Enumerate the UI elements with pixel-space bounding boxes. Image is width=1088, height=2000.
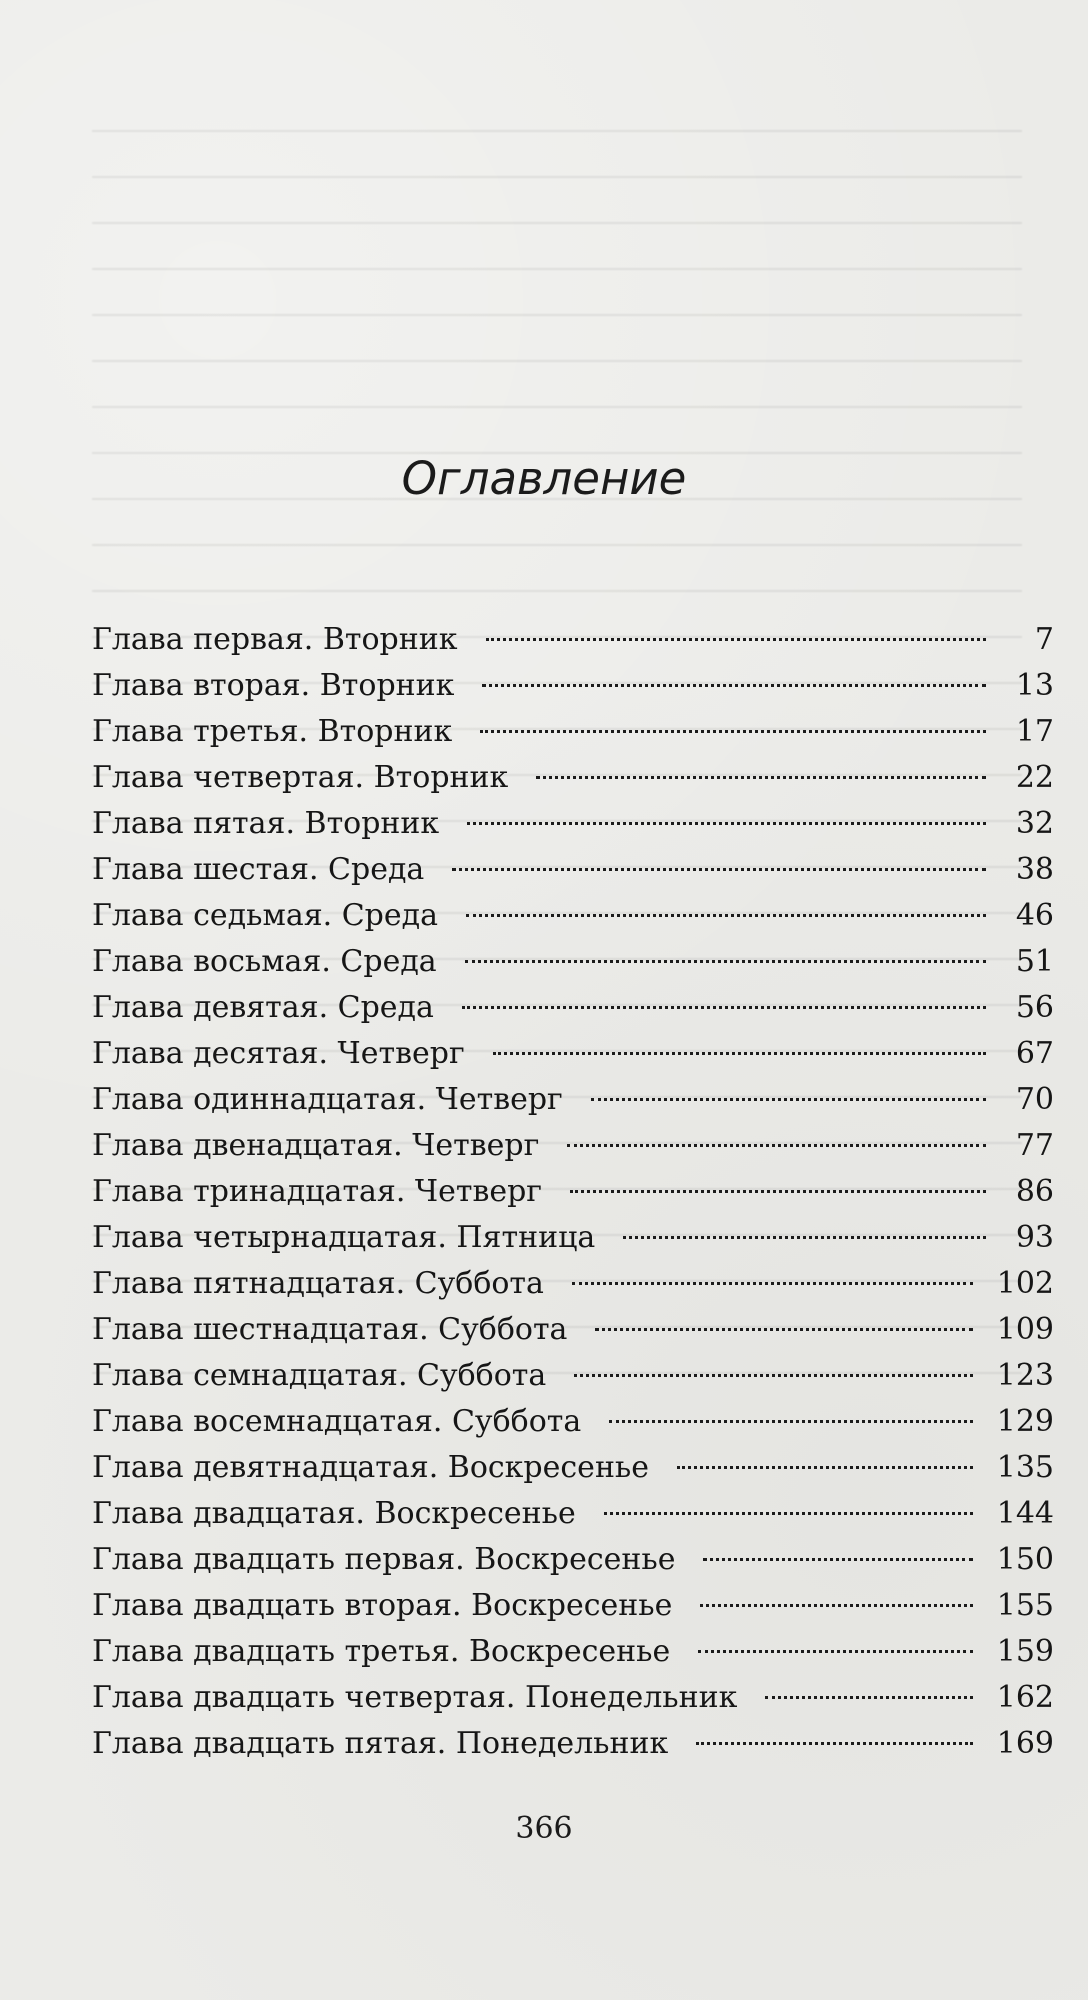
toc-item-title: Глава пятая. Вторник: [92, 806, 440, 841]
toc-dot-leader: [609, 1419, 972, 1423]
toc-item-page: 51: [1015, 944, 1054, 979]
toc-dot-leader: [591, 1097, 986, 1101]
toc-item-page: 93: [1015, 1220, 1054, 1255]
toc-row: [92, 1583, 1054, 1629]
toc-dot-leader: [572, 1281, 973, 1285]
toc-dot-leader: [765, 1695, 972, 1699]
toc-row: [92, 1399, 1054, 1445]
toc-item-page: 159: [996, 1634, 1054, 1669]
toc-item-page: 56: [1015, 990, 1054, 1025]
toc-dot-leader: [462, 1005, 986, 1009]
toc-dot-leader: [570, 1189, 986, 1193]
toc-dot-leader: [493, 1051, 986, 1055]
toc-row: [92, 1031, 1054, 1077]
toc-dot-leader: [467, 821, 986, 825]
toc-item-title: Глава двадцатая. Воскресенье: [92, 1496, 576, 1531]
toc-dot-leader: [486, 637, 987, 641]
toc-dot-leader: [698, 1649, 973, 1653]
toc-dot-leader: [604, 1511, 973, 1515]
toc-item-page: 22: [1015, 760, 1054, 795]
toc-dot-leader: [623, 1235, 986, 1239]
toc-item-title: Глава вторая. Вторник: [92, 668, 455, 703]
toc-item-title: Глава девятнадцатая. Воскресенье: [92, 1450, 650, 1485]
toc-item-page: 46: [1015, 898, 1054, 933]
toc-dot-leader: [452, 867, 986, 871]
toc-item-title: Глава четырнадцатая. Пятница: [92, 1220, 596, 1255]
toc-item-title: Глава шестнадцатая. Суббота: [92, 1312, 568, 1347]
toc-dot-leader: [482, 683, 986, 687]
toc-item-title: Глава десятая. Четверг: [92, 1036, 465, 1071]
toc-row: [92, 663, 1054, 709]
toc-item-page: 169: [996, 1726, 1054, 1761]
toc-item-title: Глава тринадцатая. Четверг: [92, 1174, 543, 1209]
toc-item-page: 77: [1015, 1128, 1054, 1163]
toc-item-page: 38: [1015, 852, 1054, 887]
toc-row: [92, 1215, 1054, 1261]
toc-dot-leader: [677, 1465, 973, 1469]
toc-row: [92, 1491, 1054, 1537]
toc-item-title: Глава двадцать четвертая. Понедельник: [92, 1680, 738, 1715]
toc-dot-leader: [574, 1373, 972, 1377]
toc-row: [92, 847, 1054, 893]
toc-row: [92, 801, 1054, 847]
toc-item-page: 129: [996, 1404, 1054, 1439]
toc-dot-leader: [465, 959, 986, 963]
toc-item-page: 32: [1015, 806, 1054, 841]
toc-item-page: 86: [1015, 1174, 1054, 1209]
toc-dot-leader: [595, 1327, 972, 1331]
toc-row: [92, 1307, 1054, 1353]
toc-item-page: 135: [996, 1450, 1054, 1485]
toc-dot-leader: [567, 1143, 986, 1147]
toc-row: [92, 1123, 1054, 1169]
toc-item-page: 123: [996, 1358, 1054, 1393]
toc-item-title: Глава восьмая. Среда: [92, 944, 437, 979]
toc-item-title: Глава двадцать третья. Воскресенье: [92, 1634, 671, 1669]
toc-item-page: 150: [996, 1542, 1054, 1577]
toc-item-page: 155: [996, 1588, 1054, 1623]
toc-row: [92, 893, 1054, 939]
toc-item-title: Глава двенадцатая. Четверг: [92, 1128, 540, 1163]
toc-item-title: Глава пятнадцатая. Суббота: [92, 1266, 544, 1301]
table-of-contents: [92, 617, 1054, 1767]
toc-item-title: Глава восемнадцатая. Суббота: [92, 1404, 582, 1439]
toc-item-page: 109: [996, 1312, 1054, 1347]
toc-row: [92, 985, 1054, 1031]
toc-row: [92, 1077, 1054, 1123]
toc-row: [92, 1675, 1054, 1721]
toc-item-page: 67: [1015, 1036, 1054, 1071]
toc-item-title: Глава шестая. Среда: [92, 852, 425, 887]
toc-row: [92, 1721, 1054, 1767]
toc-item-title: Глава третья. Вторник: [92, 714, 453, 749]
toc-item-title: Глава двадцать вторая. Воскресенье: [92, 1588, 673, 1623]
toc-item-page: 70: [1015, 1082, 1054, 1117]
toc-row: [92, 1537, 1054, 1583]
toc-item-title: Глава седьмая. Среда: [92, 898, 438, 933]
toc-dot-leader: [480, 729, 986, 733]
toc-item-page: 13: [1015, 668, 1054, 703]
toc-item-title: Глава двадцать первая. Воскресенье: [92, 1542, 676, 1577]
toc-row: [92, 709, 1054, 755]
toc-dot-leader: [700, 1603, 972, 1607]
toc-dot-leader: [536, 775, 986, 779]
toc-row: [92, 1353, 1054, 1399]
toc-row: [92, 617, 1054, 663]
toc-item-title: Глава четвертая. Вторник: [92, 760, 509, 795]
toc-item-title: Глава двадцать пятая. Понедельник: [92, 1726, 669, 1761]
toc-dot-leader: [466, 913, 986, 917]
toc-row: [92, 939, 1054, 985]
toc-item-page: 17: [1015, 714, 1054, 749]
toc-row: [92, 1261, 1054, 1307]
toc-item-title: Глава девятая. Среда: [92, 990, 434, 1025]
toc-item-title: Глава одиннадцатая. Четверг: [92, 1082, 563, 1117]
toc-row: [92, 1629, 1054, 1675]
toc-item-title: Глава семнадцатая. Суббота: [92, 1358, 547, 1393]
toc-row: [92, 755, 1054, 801]
toc-item-page: 7: [1034, 622, 1054, 657]
toc-row: [92, 1169, 1054, 1215]
toc-item-page: 102: [996, 1266, 1054, 1301]
page-title: Оглавление: [401, 452, 687, 505]
toc-row: [92, 1445, 1054, 1491]
page-number: 366: [515, 1811, 573, 1846]
toc-item-title: Глава первая. Вторник: [92, 622, 458, 657]
toc-dot-leader: [703, 1557, 972, 1561]
toc-dot-leader: [696, 1741, 973, 1745]
toc-item-page: 162: [996, 1680, 1054, 1715]
toc-item-page: 144: [996, 1496, 1054, 1531]
